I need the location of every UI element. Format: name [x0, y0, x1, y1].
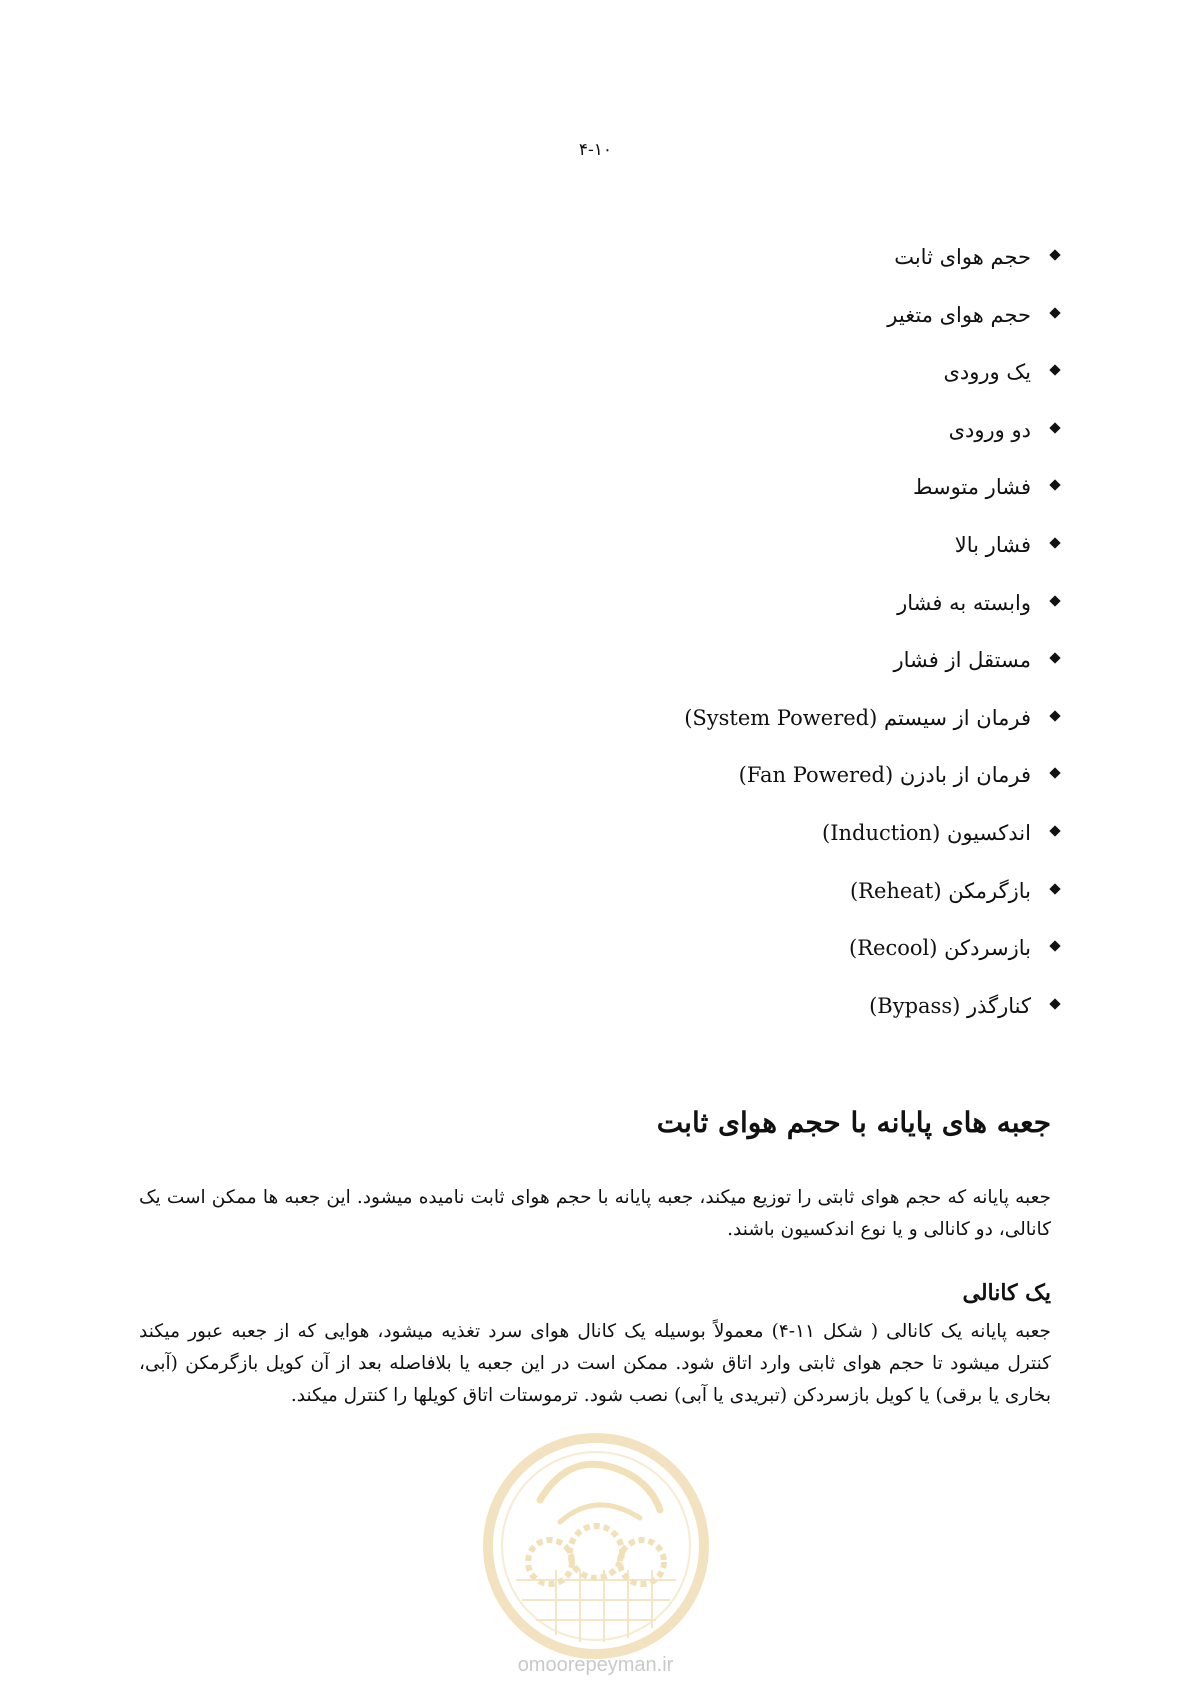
list-item: [684, 761, 1059, 819]
bullet-icon: [1049, 537, 1060, 548]
bullet-icon: [1049, 422, 1060, 433]
list-item-text: بازسردکن (Recool): [849, 936, 1031, 961]
list-item-text: بازگرمکن (Reheat): [849, 878, 1031, 903]
bullet-icon: [1049, 480, 1060, 491]
bullet-icon: [1049, 365, 1060, 376]
list-item-text: وابسته به فشار: [897, 590, 1031, 615]
list-item: [684, 301, 1059, 359]
bullet-icon: [1049, 940, 1060, 951]
bullet-icon: [1049, 998, 1060, 1009]
list-item: [684, 531, 1059, 589]
list-item-text: اندکسیون (Induction): [822, 820, 1031, 845]
bullet-icon: [1049, 595, 1060, 606]
list-item-text: فشار بالا: [954, 532, 1031, 557]
omoorepeyman-seal-icon: [480, 1430, 712, 1662]
list-item: [684, 934, 1059, 992]
list-item-text: کنارگذر (Bypass): [869, 993, 1031, 1018]
sub-heading-single-duct: یک کانالی: [962, 1280, 1051, 1306]
list-item: [684, 358, 1059, 416]
bullet-list: [684, 243, 1059, 1049]
bullet-icon: [1049, 307, 1060, 318]
list-item: [684, 416, 1059, 474]
list-item-text: فرمان از بادزن (Fan Powered): [738, 763, 1031, 788]
section-heading: جعبه های پایانه با حجم هوای ثابت: [656, 1106, 1051, 1139]
bullet-icon: [1049, 652, 1060, 663]
list-item-text: یک ورودی: [943, 360, 1031, 385]
list-item: [684, 589, 1059, 647]
list-item: [684, 473, 1059, 531]
list-item-text: حجم هوای ثابت: [894, 245, 1031, 269]
paragraph-constant-volume: جعبه پایانه که حجم هوای ثابتی را توزیع میکند، جعبه پایانه با حجم هوای ثابت نامیده میشود. این جعبه ها ممکن است یک کانالی، دو کانالی و یا نوع اندکسیون باشند.: [139, 1187, 1051, 1240]
website-url: omoorepeyman.ir: [517, 1654, 674, 1676]
bullet-icon: [1049, 825, 1060, 836]
bullet-icon: [1049, 883, 1060, 894]
list-item-text: فرمان از سیستم (System Powered): [684, 705, 1031, 730]
list-item: [684, 819, 1059, 877]
list-item-text: حجم هوای متغیر: [887, 302, 1031, 327]
list-item: [684, 877, 1059, 935]
page-number: ۴-۱۰: [578, 140, 613, 160]
bullet-icon: [1049, 249, 1060, 260]
list-item: [684, 646, 1059, 704]
bullet-icon: [1049, 768, 1060, 779]
list-item-text: فشار متوسط: [913, 475, 1031, 500]
list-item: [684, 992, 1059, 1050]
paragraph-single-duct: جعبه پایانه یک کانالی ( شکل ۱۱-۴) معمولاً بوسیله یک کانال هوای سرد تغذیه میشود، هوایی که از جعبه عبور میکند کنترل میشود تا حجم هوای ثابتی وارد اتاق شود. ممکن است در این جعبه یا بلافاصله بعد از آن کویل بازگرمکن (آبی، بخاری یا برقی) یا کویل بازسردکن (تبریدی یا آبی) نصب شود. ترموستات اتاق کویلها را کنترل میکند.: [139, 1321, 1051, 1406]
list-item-text: مستقل از فشار: [893, 648, 1031, 673]
list-item: [684, 704, 1059, 762]
list-item: [684, 243, 1059, 301]
bullet-icon: [1049, 710, 1060, 721]
list-item-text: دو ورودی: [948, 417, 1031, 442]
